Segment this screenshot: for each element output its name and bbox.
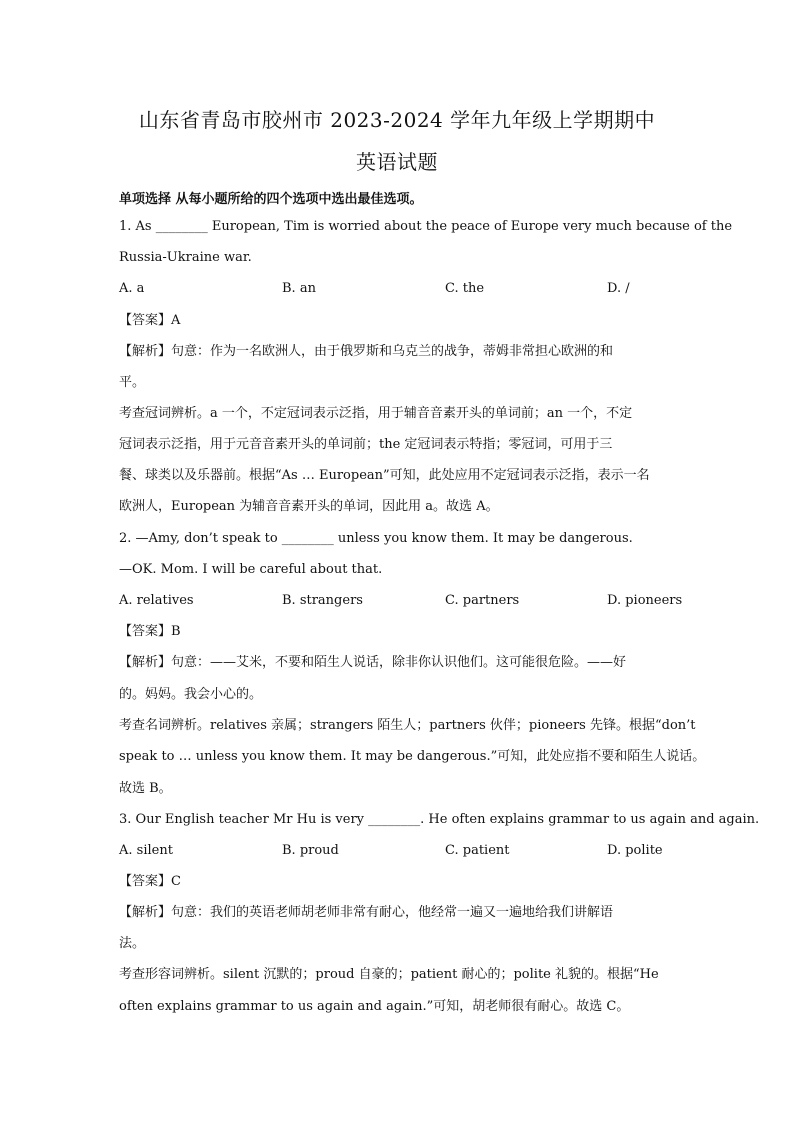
analysis-line: 考查形容词辨析。silent 沉默的；proud 自豪的；patient 耐心的；polite 礼貌的。根据“He [119, 967, 659, 982]
title-line-2: 英语试题 [356, 150, 438, 174]
analysis-line: often explains grammar to us again and again.”可知，胡老师很有耐心。故选 C。 [119, 999, 630, 1014]
option-c: C. patient [445, 843, 510, 858]
analysis-line: 欧洲人，European 为辅音音素开头的单词，因此用 a。故选 A。 [119, 499, 499, 514]
analysis-line: 考查名词辨析。relatives 亲属；strangers 陌生人；partners 伙伴；pioneers 先锋。根据“don’t [119, 718, 696, 733]
option-d: D. / [607, 281, 630, 296]
question-stem: Russia-Ukraine war. [119, 250, 252, 265]
option-b: B. proud [282, 843, 339, 858]
analysis-line: 法。 [119, 936, 146, 951]
analysis-line: 的。妈妈。我会小心的。 [119, 687, 263, 702]
option-b: B. strangers [282, 593, 363, 608]
option-a: A. relatives [119, 593, 194, 608]
option-a: A. a [119, 281, 145, 296]
analysis-line: 【解析】句意：我们的英语老师胡老师非常有耐心，他经常一遍又一遍地给我们讲解语 [119, 905, 614, 920]
option-d: D. polite [607, 843, 663, 858]
question-stem: —OK. Mom. I will be careful about that. [119, 562, 383, 577]
option-d: D. pioneers [607, 593, 683, 608]
analysis-line: speak to … unless you know them. It may be dangerous.”可知，此处应指不要和陌生人说话。 [119, 749, 706, 764]
question-stem: 2. —Amy, don’t speak to ________ unless you know them. It may be dangerous. [119, 531, 633, 546]
analysis-line: 餐、球类以及乐器前。根据“As … European”可知，此处应用不定冠词表示泛指，表示一名 [119, 468, 650, 483]
option-c: C. the [445, 281, 485, 296]
analysis-line: 考查冠词辨析。a 一个，不定冠词表示泛指，用于辅音音素开头的单词前；an 一个，不定 [119, 406, 633, 421]
answer: 【答案】C [119, 874, 181, 889]
analysis-line: 冠词表示泛指，用于元音音素开头的单词前；the 定冠词表示特指；零冠词，可用于三 [119, 437, 613, 452]
analysis-line: 平。 [119, 375, 146, 390]
section-instruction: 单项选择 从每小题所给的四个选项中选出最佳选项。 [119, 192, 423, 207]
question-stem: 1. As ________ European, Tim is worried about the peace of Europe very much because of the [119, 219, 733, 234]
analysis-line: 故选 B。 [119, 781, 172, 796]
question-stem: 3. Our English teacher Mr Hu is very ________. He often explains grammar to us again and again. [119, 812, 760, 827]
option-c: C. partners [445, 593, 520, 608]
analysis-line: 【解析】句意：——艾米，不要和陌生人说话，除非你认识他们。这可能很危险。——好 [119, 655, 627, 670]
answer: 【答案】A [119, 313, 181, 328]
option-b: B. an [282, 281, 316, 296]
answer: 【答案】B [119, 624, 181, 639]
analysis-line: 【解析】句意：作为一名欧洲人，由于俄罗斯和乌克兰的战争，蒂姆非常担心欧洲的和 [119, 344, 614, 359]
option-a: A. silent [119, 843, 173, 858]
title-line-1: 山东省青岛市胶州市 2023-2024 学年九年级上学期期中 [138, 108, 656, 132]
